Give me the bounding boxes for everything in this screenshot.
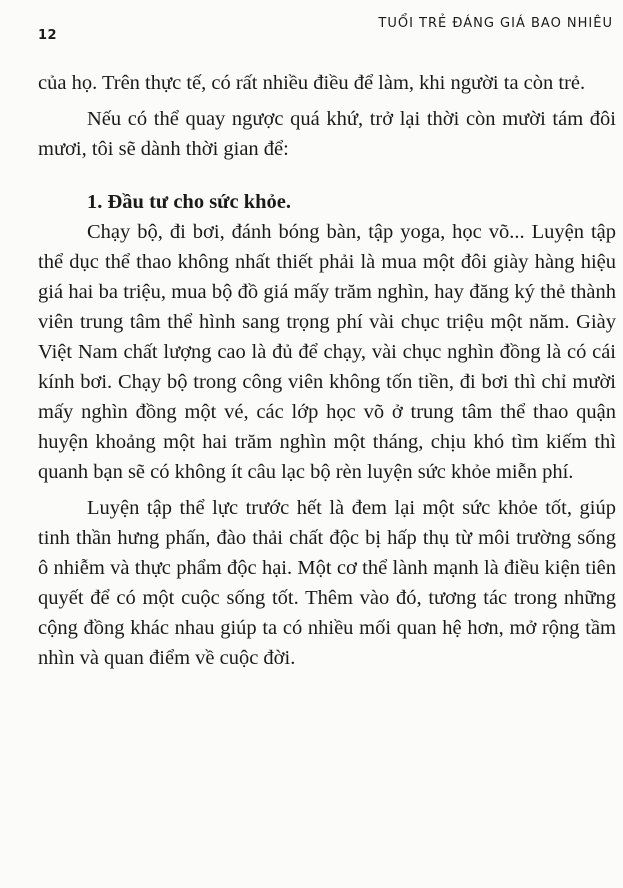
paragraph-benefits: Luyện tập thể lực trước hết là đem lại một sức khỏe tốt, giúp tinh thần hưng phấn, đào thải chất độc bị hấp thụ từ môi trường sống ô nhiễm và thực phẩm độc hại. Một cơ thể lành mạnh là điều kiện tiên quyết để có một cuộc sống tốt. Thêm vào đó, tương tác trong những cộng đồng khác nhau giúp ta có nhiều mối quan hệ hơn, mở rộng tầm nhìn và quan điểm về cuộc đời. xyxy=(38,497,616,669)
paragraph-continuation: của họ. Trên thực tế, có rất nhiều điều để làm, khi người ta còn trẻ. xyxy=(38,72,586,94)
page-number: 12 xyxy=(38,28,58,43)
paragraph-exercise: Chạy bộ, đi bơi, đánh bóng bàn, tập yoga, học võ... Luyện tập thể dục thể thao không nhất thiết phải là mua một đôi giày hàng hiệu giá hai ba triệu, mua bộ đồ giá mấy trăm nghìn, hay đăng ký thẻ thành viên trung tâm thể hình sang trọng phí vài chục triệu một năm. Giày Việt Nam chất lượng cao là đủ để chạy, vài chục nghìn đồng là có cái kính bơi. Chạy bộ trong công viên không tốn tiền, đi bơi thì chỉ mười mấy nghìn đồng một vé, các lớp học võ ở trung tâm thể thao quận huyện khoảng một hai trăm nghìn một tháng, chịu khó tìm kiếm thì quanh bạn sẽ có không ít câu lạc bộ rèn luyện sức khỏe miễn phí. xyxy=(38,221,616,483)
running-title: TUỔI TRẺ ĐÁNG GIÁ BAO NHIÊU xyxy=(378,16,613,31)
page-header xyxy=(0,10,623,43)
page-body xyxy=(38,68,616,673)
section-heading: 1. Đầu tư cho sức khỏe. xyxy=(87,191,291,213)
paragraph-intro: Nếu có thể quay ngược quá khứ, trở lại thời còn mười tám đôi mươi, tôi sẽ dành thời gian để: xyxy=(38,108,616,160)
